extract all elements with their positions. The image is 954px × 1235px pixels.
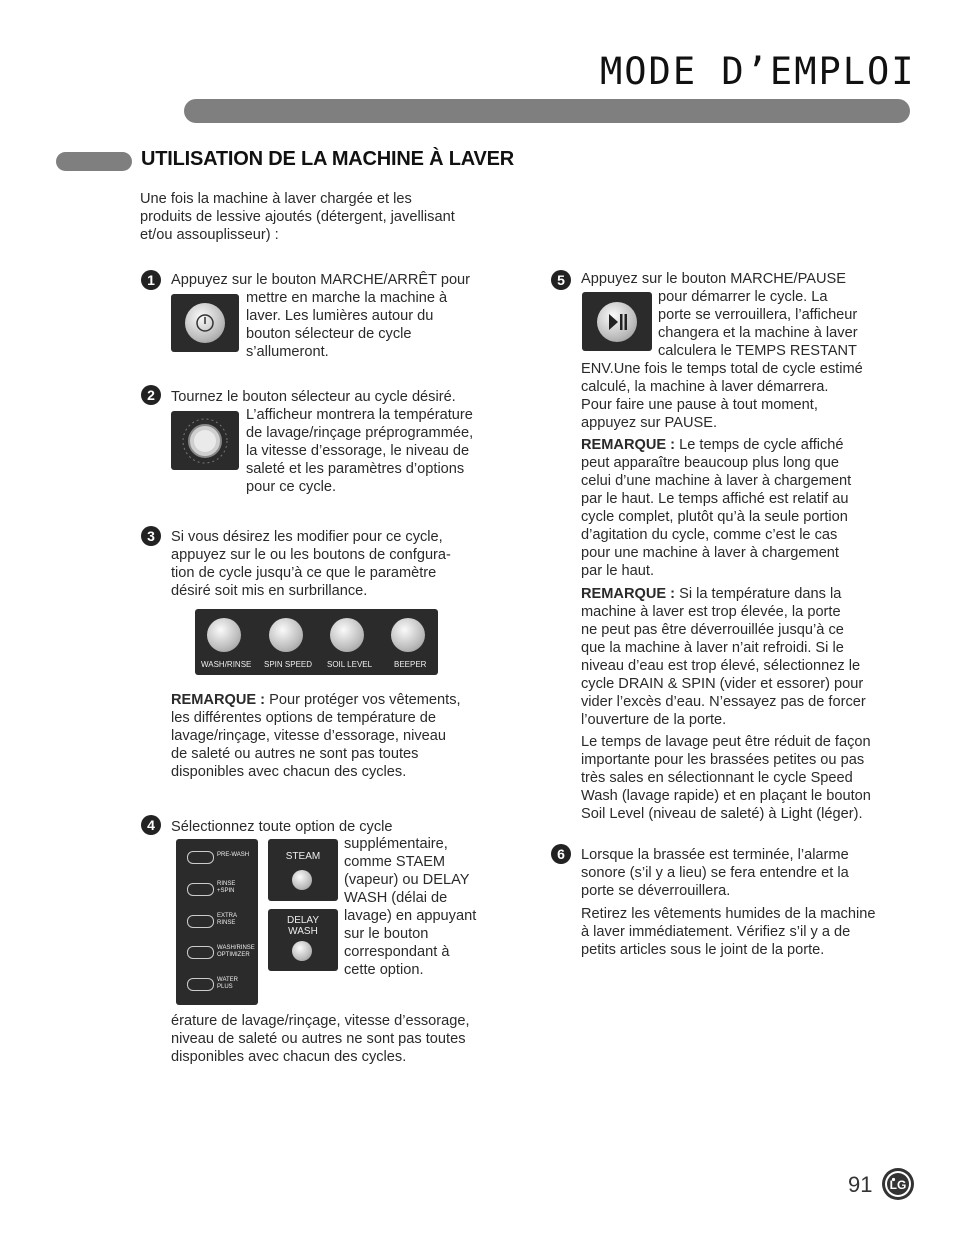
soil-level-label: SOIL LEVEL (327, 660, 373, 669)
wash-label: WASH (288, 926, 318, 937)
option-buttons-panel (195, 609, 438, 675)
play-pause-icon (597, 302, 637, 342)
step2-first-line: Tournez le bouton sélecteur au cycle désiré. (171, 389, 456, 405)
wash-rinse-label: WASH/RINSE (201, 660, 252, 669)
wash-rinse-button-icon (207, 618, 241, 652)
step-number-6: 6 (551, 844, 571, 864)
header-bar (184, 99, 910, 123)
soil-level-button-icon (330, 618, 364, 652)
water-plus-label: WATER PLUS (217, 977, 238, 990)
step-number-2: 2 (141, 385, 161, 405)
pre-wash-button-icon (187, 851, 214, 864)
step6-text: Lorsque la brassée est terminée, l’alarme sonore (s’il y a lieu) se fera entendre et la porte se déverrouillera. (581, 847, 849, 899)
section-title: UTILISATION DE LA MACHINE À LAVER (141, 148, 515, 170)
steam-label: STEAM (285, 851, 321, 862)
steam-button-image (268, 839, 338, 901)
start-pause-button-image (582, 292, 652, 351)
step5-first-line: Appuyez sur le bouton MARCHE/PAUSE (581, 271, 846, 287)
cycle-selector-image (171, 411, 239, 470)
water-plus-button-icon (187, 978, 214, 991)
spin-speed-label: SPIN SPEED (264, 660, 313, 669)
intro-text: Une fois la machine à laver chargée et les produits de lessive ajoutés (détergent, javellisant et/ou assouplisseur) : (140, 191, 455, 243)
step-number-1: 1 (141, 270, 161, 290)
step-number-3: 3 (141, 526, 161, 546)
beeper-button-icon (391, 618, 425, 652)
delay-wash-button-icon (292, 941, 312, 961)
step4-first-line: Sélectionnez toute option de cycle (171, 819, 393, 835)
cycle-knob-icon (171, 411, 239, 470)
step5-note-2: REMARQUE : Si la température dans la machine à laver est trop élevée, la porte ne peut pas être déverrouillée jusqu’à ce que la machine à laver n’ait refroidi. Si le niveau d’eau est trop élevé, sélectionnez le cycle DRAIN & SPIN (vider et essorer) pour vider l’excès d’eau. N’essayez pas de forcer l’ouverture de la porte. (581, 586, 866, 728)
pre-wash-label: PRE-WASH (217, 852, 250, 858)
power-button-image (171, 294, 239, 352)
wash-rinse-optimizer-label: WASH/RINSE OPTIMIZER (217, 945, 255, 958)
step3-text: Si vous désirez les modifier pour ce cycle, appuyez sur le ou les boutons de confgura- tion de cycle jusqu’à ce que le paramètre désiré soit mis en surbrillance. (171, 529, 451, 599)
step4-text: supplémentaire, comme STAEM (vapeur) ou DELAY WASH (délai de lavage) en appuyant sur le bouton correspondant à cette option. (344, 836, 477, 978)
rinse-spin-button-icon (187, 883, 214, 896)
step3-note: REMARQUE : Pour protéger vos vêtements, les différentes options de température de lavage/rinçage, vitesse d’essorage, niveau de saleté ou autres ne sont pas toutes disponibles avec chacun des cycles. (171, 692, 461, 780)
delay-label: DELAY (286, 915, 320, 926)
step5-note-1: REMARQUE : Le temps de cycle affiché peut apparaître beaucoup plus long que celui d’une machine à laver à chargement par le haut. Le temps affiché est relatif au cycle complet, plutôt qu’à la seule portion d’agitation du cycle, comme c’est le cas pour une machine à laver à chargement par le haut. (581, 437, 852, 579)
delay-wash-button-image (268, 909, 338, 971)
page-header-title: MODE D’EMPLOI (600, 50, 916, 93)
power-icon (185, 303, 225, 343)
wash-rinse-optimizer-button-icon (187, 946, 214, 959)
step5-continued: ENV.Une fois le temps total de cycle estimé calculé, la machine à laver démarrera. Pour faire une pause à tout moment, appuyez sur PAUSE. (581, 361, 863, 431)
step4-after-text: érature de lavage/rinçage, vitesse d’essorage, niveau de saleté ou autres ne sont pas toutes disponibles avec chacun des cycles. (171, 1013, 470, 1065)
svg-text:LG: LG (889, 1178, 907, 1192)
page-number: 91 (848, 1172, 873, 1197)
extra-rinse-label: EXTRA RINSE (217, 913, 237, 926)
step5-paragraph: Le temps de lavage peut être réduit de façon importante pour les brassées petites ou pas très sales en sélectionnant le cycle Speed Wash (lavage rapide) et en plaçant le bouton Soil Level (niveau de saleté) à Light (léger). (581, 734, 871, 822)
beeper-label: BEEPER (394, 660, 427, 669)
extra-rinse-button-icon (187, 915, 214, 928)
step1-first-line: Appuyez sur le bouton MARCHE/ARRÊT pour (171, 272, 471, 288)
step2-text: L’afficheur montrera la température de lavage/rinçage préprogrammée, la vitesse d’essorage, le niveau de saleté et les paramètres d’options pour ce cycle. (246, 407, 474, 495)
cycle-options-panel (176, 839, 258, 1005)
steam-button-icon (292, 870, 312, 890)
step-number-5: 5 (551, 270, 571, 290)
step-number-4: 4 (141, 815, 161, 835)
section-pill (56, 152, 132, 171)
rinse-spin-label: RINSE +SPIN (217, 881, 236, 894)
step6-paragraph: Retirez les vêtements humides de la machine à laver immédiatement. Vérifiez s’il y a de petits articles sous le joint de la porte. (581, 906, 876, 958)
lg-logo-icon (882, 1168, 914, 1200)
step5-text: pour démarrer le cycle. La porte se verrouillera, l’afficheur changera et la machine à laver calculera le TEMPS RESTANT (658, 289, 858, 359)
spin-speed-button-icon (269, 618, 303, 652)
step1-text: mettre en marche la machine à laver. Les lumières autour du bouton sélecteur de cycle s’allumeront. (246, 290, 448, 360)
